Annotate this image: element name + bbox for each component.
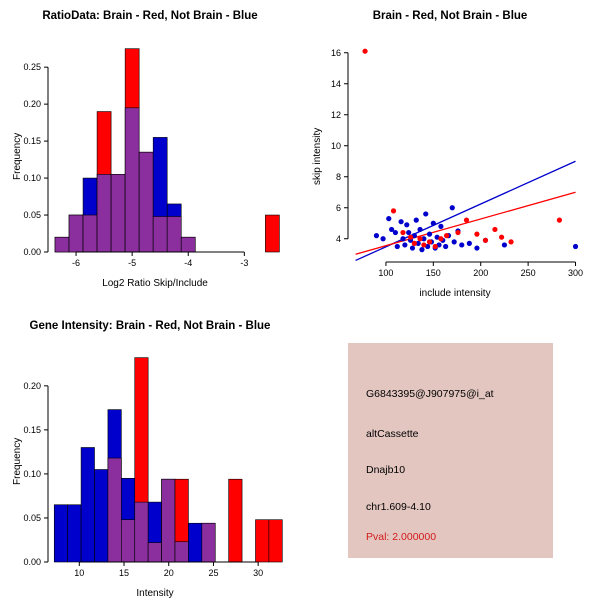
svg-text:14: 14 — [330, 78, 341, 89]
svg-text:16: 16 — [330, 47, 341, 58]
scatter-canvas — [300, 0, 600, 300]
svg-text:0.20: 0.20 — [23, 99, 41, 110]
svg-text:-6: -6 — [72, 258, 81, 268]
svg-text:-4: -4 — [184, 258, 193, 268]
svg-text:8: 8 — [335, 171, 341, 182]
panel-scatter — [300, 0, 600, 300]
info-probe-id: G6843395@J907975@i_at — [366, 388, 494, 400]
svg-text:0.15: 0.15 — [23, 136, 41, 147]
ratio-histogram-canvas — [0, 0, 300, 300]
panel-intensity-histogram — [0, 300, 300, 600]
panel-scatter-ylabel: skip intensity — [312, 127, 323, 185]
svg-text:6: 6 — [335, 202, 341, 213]
panel-ratio-xlabel: Log2 Ratio Skip/Include — [102, 278, 208, 289]
svg-text:-3: -3 — [240, 258, 249, 268]
panel-intensity-xlabel: Intensity — [136, 588, 174, 599]
info-event-type: altCassette — [366, 428, 419, 440]
svg-text:20: 20 — [163, 568, 174, 578]
svg-text:0.15: 0.15 — [23, 424, 41, 435]
svg-text:300: 300 — [568, 268, 584, 278]
info-pval: Pval: 2.000000 — [366, 531, 437, 543]
svg-text:100: 100 — [378, 268, 394, 278]
svg-text:10: 10 — [74, 568, 85, 578]
panel-scatter-title: Brain - Red, Not Brain - Blue — [372, 10, 528, 22]
svg-text:-5: -5 — [128, 258, 137, 268]
svg-text:12: 12 — [330, 109, 341, 120]
svg-text:0.00: 0.00 — [23, 247, 41, 257]
panel-ratio-ylabel: Frequency — [12, 132, 23, 180]
svg-text:0.25: 0.25 — [23, 62, 41, 73]
svg-text:250: 250 — [520, 268, 536, 278]
gene-info-box — [348, 343, 553, 558]
svg-text:0.00: 0.00 — [23, 557, 41, 567]
info-gene-symbol: Dnajb10 — [366, 464, 406, 476]
svg-text:30: 30 — [253, 568, 264, 578]
panel-ratio-histogram — [0, 0, 300, 300]
panel-ratio-title: RatioData: Brain - Red, Not Brain - Blue — [42, 10, 258, 22]
svg-text:0.05: 0.05 — [23, 512, 41, 523]
intensity-histogram-canvas — [0, 300, 300, 600]
svg-text:10: 10 — [330, 140, 341, 151]
svg-text:4: 4 — [335, 233, 341, 244]
svg-text:0.20: 0.20 — [23, 380, 41, 391]
svg-text:15: 15 — [119, 568, 130, 578]
svg-text:150: 150 — [425, 268, 441, 278]
svg-text:25: 25 — [208, 568, 219, 578]
panel-intensity-ylabel: Frequency — [12, 437, 23, 485]
svg-text:0.10: 0.10 — [23, 173, 41, 184]
info-locus: chr1.609-4.10 — [366, 501, 431, 513]
panel-intensity-title: Gene Intensity: Brain - Red, Not Brain - Blue — [29, 320, 271, 332]
panel-scatter-xlabel: include intensity — [419, 288, 491, 299]
svg-text:200: 200 — [473, 268, 489, 278]
svg-text:0.10: 0.10 — [23, 468, 41, 479]
svg-text:0.05: 0.05 — [23, 210, 41, 221]
